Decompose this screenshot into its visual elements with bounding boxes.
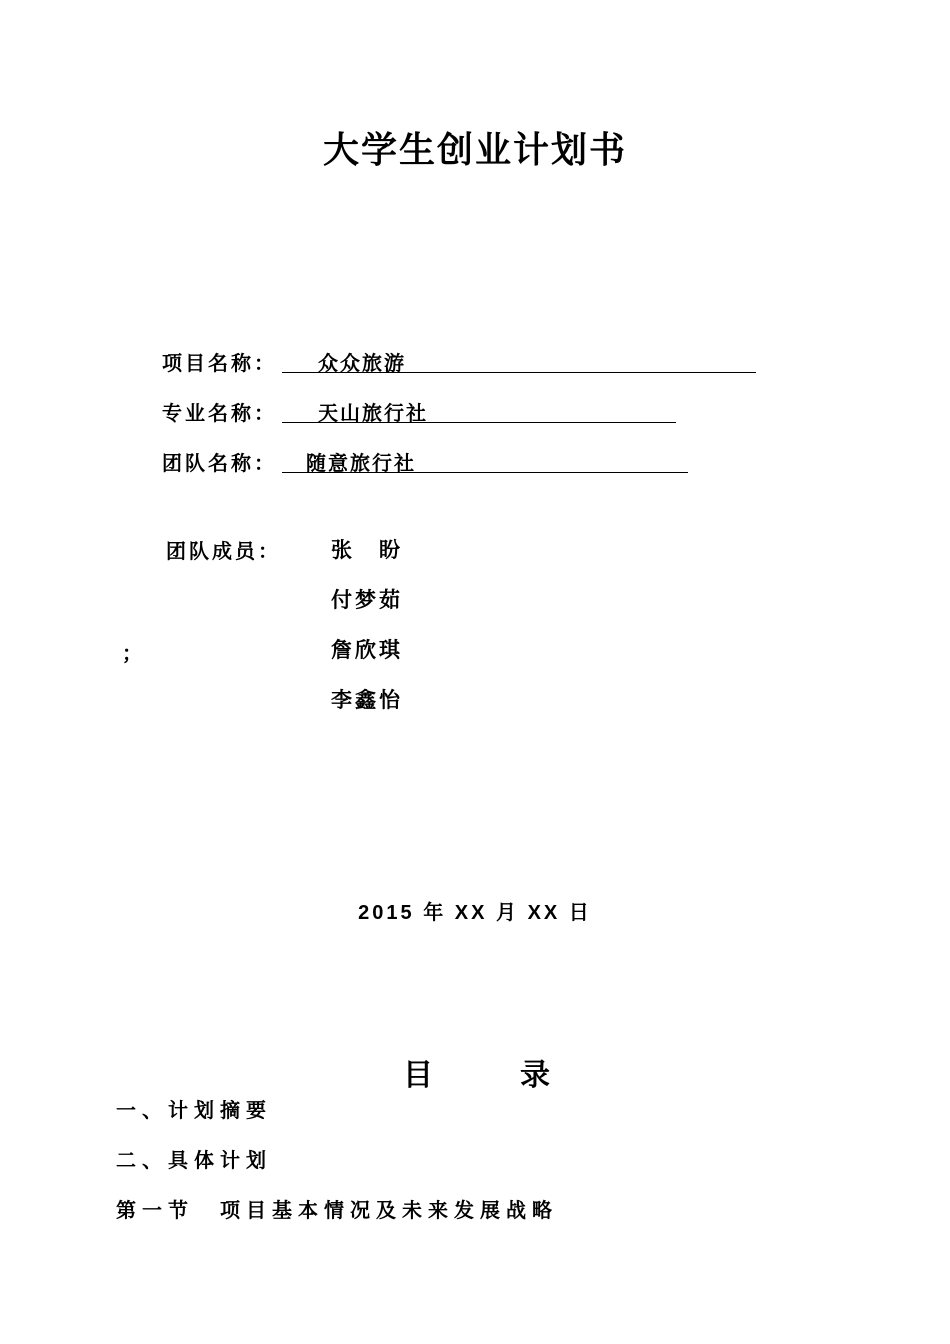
toc-title-left: 目 [403, 1058, 433, 1093]
document-date: 2015 年 XX 月 XX 日 [358, 902, 592, 924]
toc-item: 二、具体计划 [116, 1148, 272, 1172]
project-name-label: 项目名称： [162, 351, 277, 375]
member-name: 付梦茹 [331, 587, 403, 612]
member-name: 詹欣琪 [331, 637, 403, 662]
team-name-value: 随意旅行社 [306, 451, 416, 475]
team-members-label: 团队成员： [166, 539, 281, 563]
toc-title-right: 录 [520, 1058, 550, 1093]
toc-item: 一、计划摘要 [116, 1098, 272, 1122]
project-name-value: 众众旅游 [318, 351, 406, 375]
member-name: 张 盼 [331, 537, 403, 562]
major-name-value: 天山旅行社 [318, 401, 428, 425]
toc-item: 第一节 项目基本情况及未来发展战略 [116, 1198, 558, 1222]
document-title: 大学生创业计划书 [322, 130, 627, 171]
major-name-label: 专业名称： [162, 401, 277, 425]
member-name: 李鑫怡 [331, 687, 403, 712]
stray-semicolon: ； [122, 641, 142, 665]
team-name-label: 团队名称： [162, 451, 277, 475]
